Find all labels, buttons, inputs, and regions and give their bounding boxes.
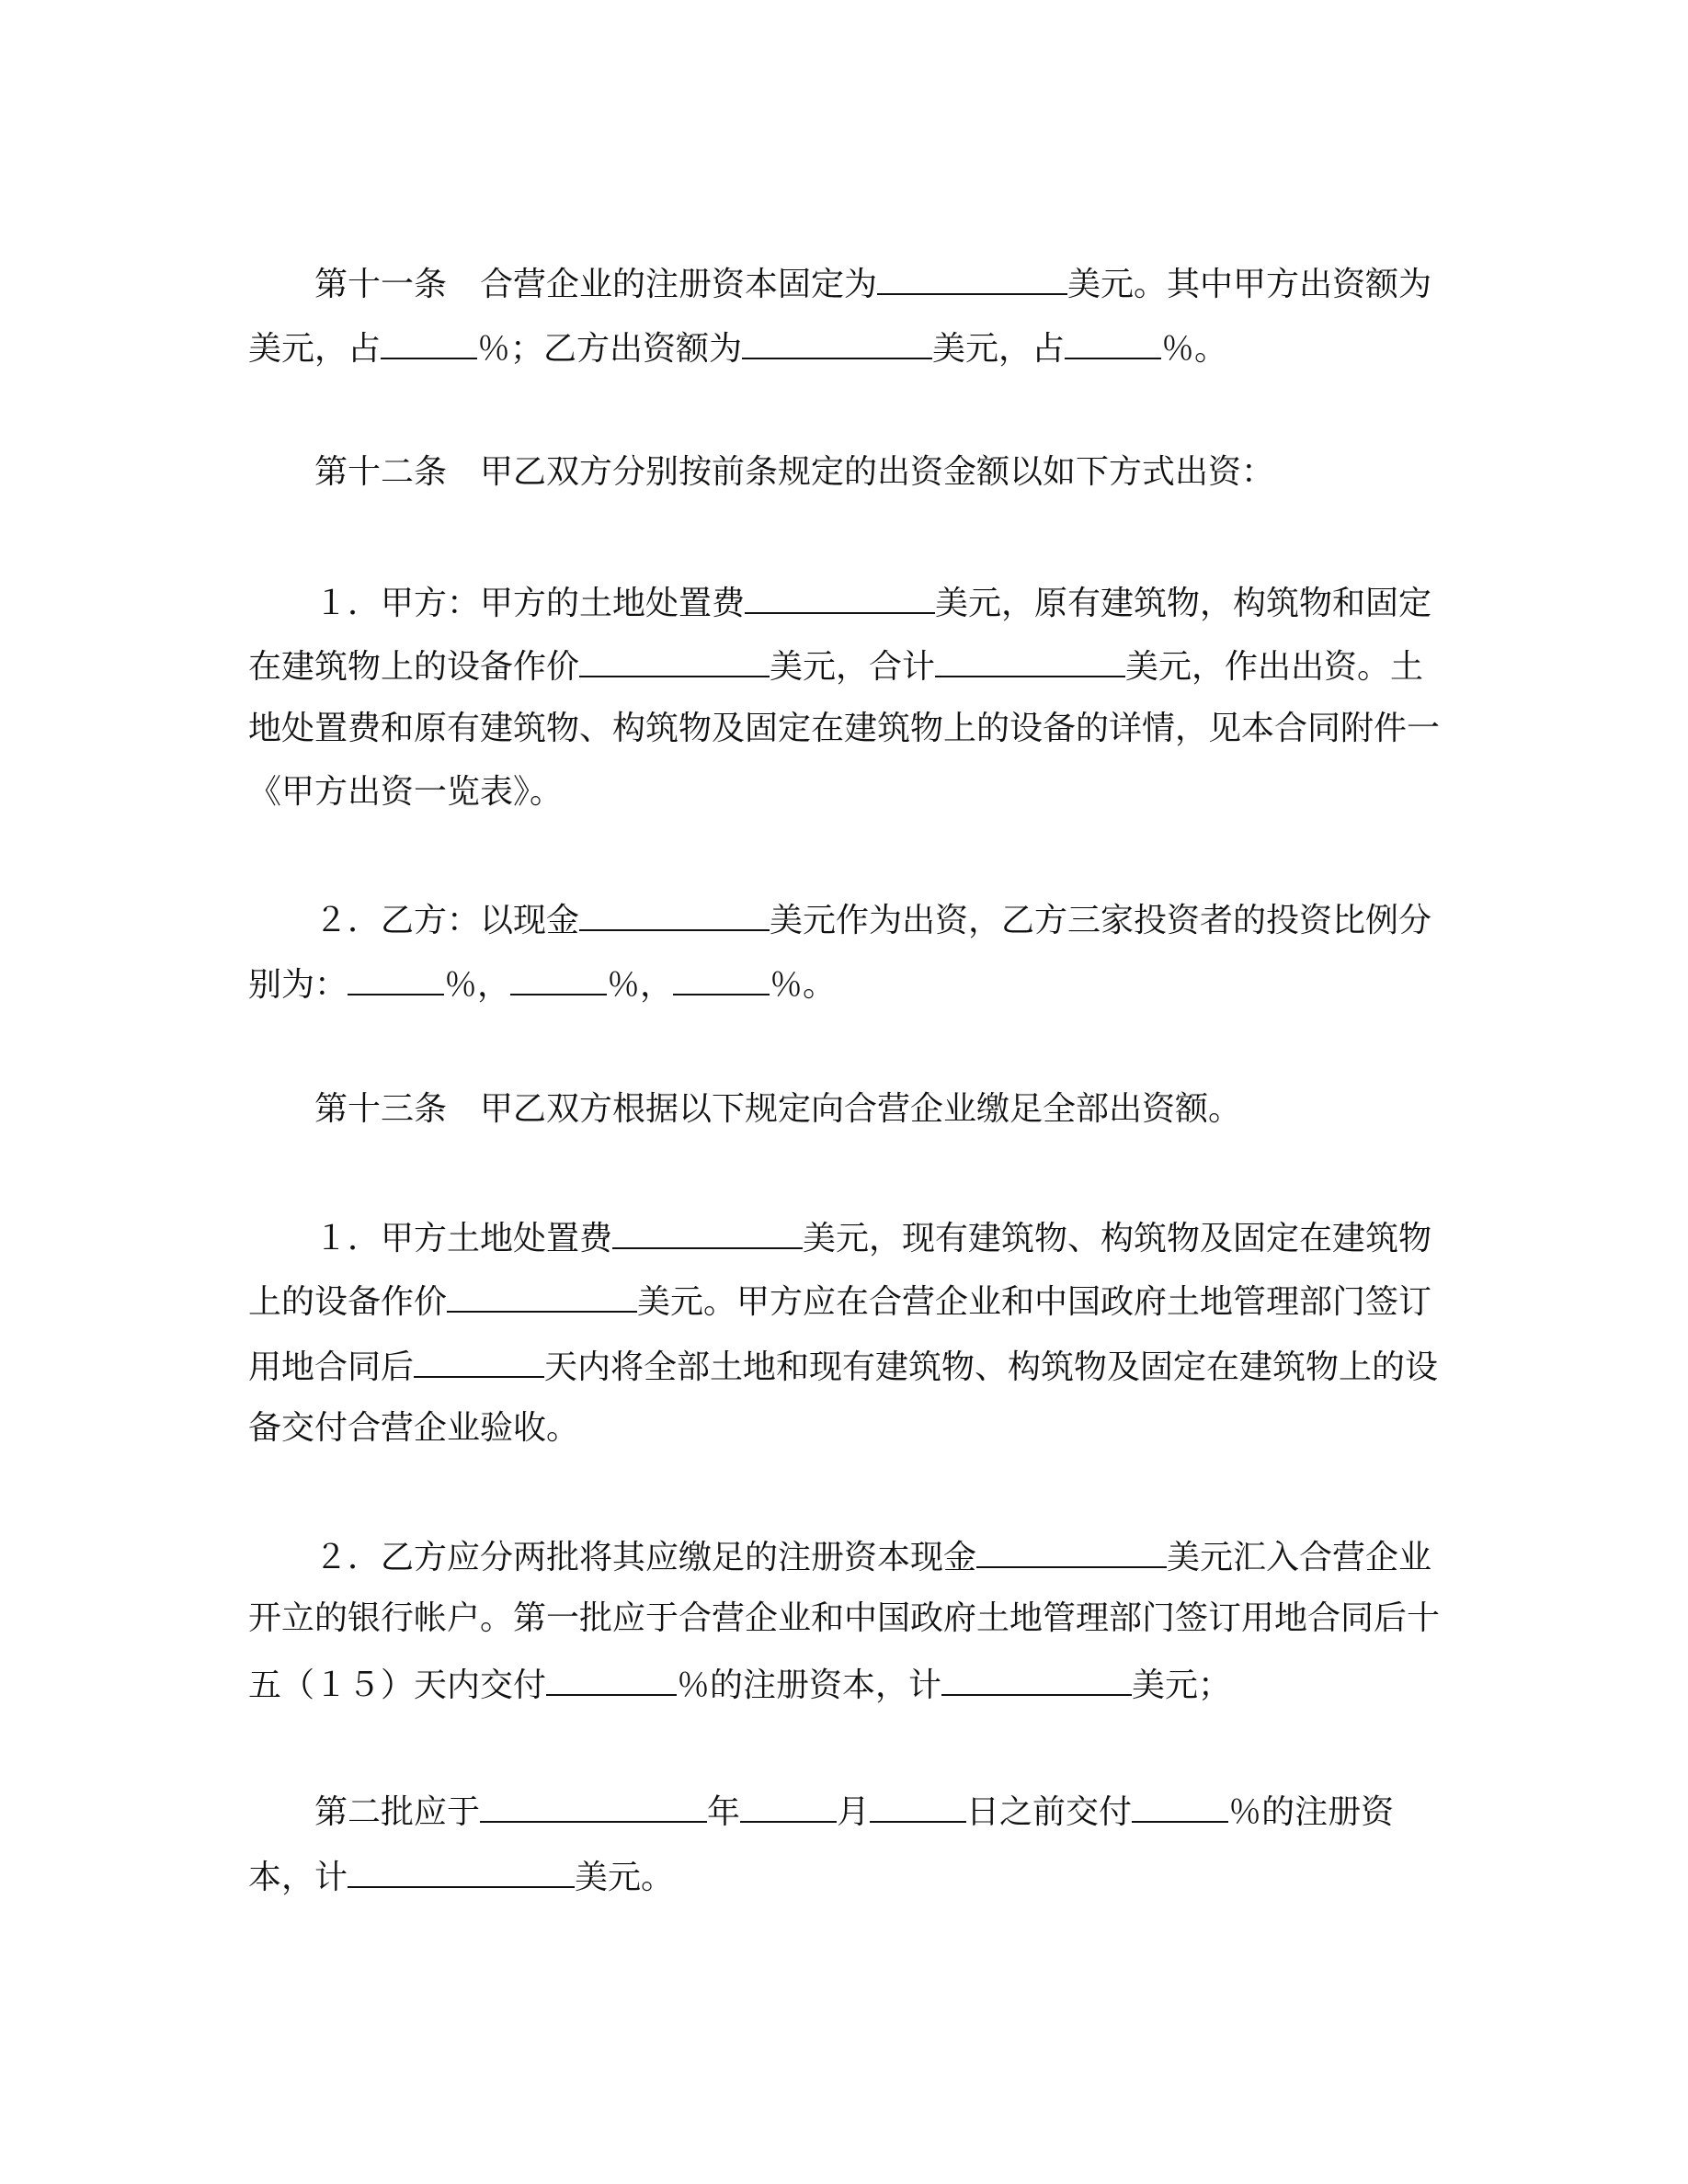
text-segment: 美元，合计 <box>770 648 936 686</box>
text-segment: 上的设备作价 <box>248 1283 448 1321</box>
fill-in-blank[interactable] <box>447 1280 637 1313</box>
fill-in-blank[interactable] <box>579 898 770 931</box>
fill-in-blank[interactable] <box>510 962 607 995</box>
text-segment: ％， <box>444 966 511 1004</box>
fill-in-blank[interactable] <box>1132 1790 1228 1823</box>
text-segment: 第十二条 甲乙双方分别按前条规定的出资金额以如下方式出资： <box>248 453 1275 491</box>
text-segment: 天内将全部土地和现有建筑物、构筑物及固定在建筑物上的设 <box>544 1348 1439 1386</box>
text-segment: ％的注册资本，计 <box>677 1666 942 1704</box>
text-segment: 《甲方出资一览表》。 <box>248 773 564 811</box>
text-segment: 用地合同后 <box>248 1348 415 1386</box>
text-segment: 美元。 <box>575 1859 675 1896</box>
text-line <box>248 1408 579 1449</box>
text-segment: 美元汇入合营企业 <box>1167 1539 1432 1576</box>
text-segment: 第十三条 甲乙双方根据以下规定向合营企业缴足全部出资额。 <box>248 1090 1242 1128</box>
text-segment: 地处置费和原有建筑物、构筑物及固定在建筑物上的设备的详情，见本合同附件一 <box>248 710 1441 747</box>
text-line <box>248 1598 1440 1639</box>
text-segment: 本，计 <box>248 1859 348 1896</box>
text-line <box>248 452 1274 493</box>
text-line <box>248 262 1431 305</box>
text-segment: 备交付合营企业验收。 <box>248 1409 580 1447</box>
text-segment: 日之前交付 <box>966 1793 1133 1831</box>
text-segment: １．甲方：甲方的土地处置费 <box>248 585 746 622</box>
fill-in-blank[interactable] <box>941 1663 1132 1696</box>
text-line <box>248 1790 1394 1833</box>
text-line <box>248 1089 1241 1130</box>
fill-in-blank[interactable] <box>745 581 935 614</box>
text-line <box>248 1535 1431 1578</box>
fill-in-blank[interactable] <box>546 1663 677 1696</box>
fill-in-blank[interactable] <box>381 326 477 359</box>
text-segment: 五（１５）天内交付 <box>248 1666 547 1704</box>
fill-in-blank[interactable] <box>414 1345 544 1378</box>
text-line <box>248 326 1227 370</box>
text-segment: ％。 <box>1161 330 1228 368</box>
text-line <box>248 1216 1431 1259</box>
text-segment: 月 <box>837 1793 871 1831</box>
text-line <box>248 644 1423 688</box>
text-line <box>248 898 1431 941</box>
text-segment: ％。 <box>770 966 837 1004</box>
text-line <box>248 581 1431 624</box>
text-segment: 美元作为出资，乙方三家投资者的投资比例分 <box>770 902 1432 939</box>
text-segment: 美元。其中甲方出资额为 <box>1067 266 1432 303</box>
text-line <box>248 1280 1431 1323</box>
text-segment: 美元，占 <box>248 330 382 368</box>
fill-in-blank[interactable] <box>612 1216 803 1249</box>
text-segment: 开立的银行帐户。第一批应于合营企业和中国政府土地管理部门签订用地合同后十 <box>248 1599 1441 1637</box>
text-line <box>248 709 1440 749</box>
text-segment: 第二批应于 <box>248 1793 481 1831</box>
text-segment: 美元，现有建筑物、构筑物及固定在建筑物 <box>803 1220 1432 1257</box>
text-segment: ％的注册资 <box>1228 1793 1395 1831</box>
fill-in-blank[interactable] <box>740 1790 837 1823</box>
fill-in-blank[interactable] <box>935 644 1125 677</box>
fill-in-blank[interactable] <box>673 962 770 995</box>
text-segment: 美元，作出出资。土 <box>1125 648 1424 686</box>
fill-in-blank[interactable] <box>348 1855 575 1888</box>
fill-in-blank[interactable] <box>1065 326 1161 359</box>
text-line <box>248 772 563 813</box>
text-segment: 在建筑物上的设备作价 <box>248 648 580 686</box>
text-segment: 美元，占 <box>932 330 1066 368</box>
fill-in-blank[interactable] <box>976 1535 1167 1568</box>
text-line <box>248 1345 1438 1388</box>
text-segment: 第十一条 合营企业的注册资本固定为 <box>248 266 878 303</box>
text-segment: 别为： <box>248 966 348 1004</box>
fill-in-blank[interactable] <box>348 962 444 995</box>
text-segment: 美元； <box>1132 1666 1232 1704</box>
text-segment: ２．乙方应分两批将其应缴足的注册资本现金 <box>248 1539 977 1576</box>
fill-in-blank[interactable] <box>742 326 932 359</box>
text-line <box>248 1855 674 1898</box>
fill-in-blank[interactable] <box>870 1790 966 1823</box>
text-line <box>248 962 836 1006</box>
text-segment: ％， <box>607 966 674 1004</box>
text-line <box>248 1663 1231 1706</box>
fill-in-blank[interactable] <box>877 262 1067 295</box>
fill-in-blank[interactable] <box>480 1790 707 1823</box>
text-segment: 美元，原有建筑物，构筑物和固定 <box>935 585 1432 622</box>
text-segment: １．甲方土地处置费 <box>248 1220 613 1257</box>
text-segment: ％；乙方出资额为 <box>477 330 743 368</box>
text-segment: 年 <box>707 1793 741 1831</box>
text-segment: 美元。甲方应在合营企业和中国政府土地管理部门签订 <box>637 1283 1432 1321</box>
fill-in-blank[interactable] <box>579 644 770 677</box>
text-segment: ２．乙方：以现金 <box>248 902 580 939</box>
